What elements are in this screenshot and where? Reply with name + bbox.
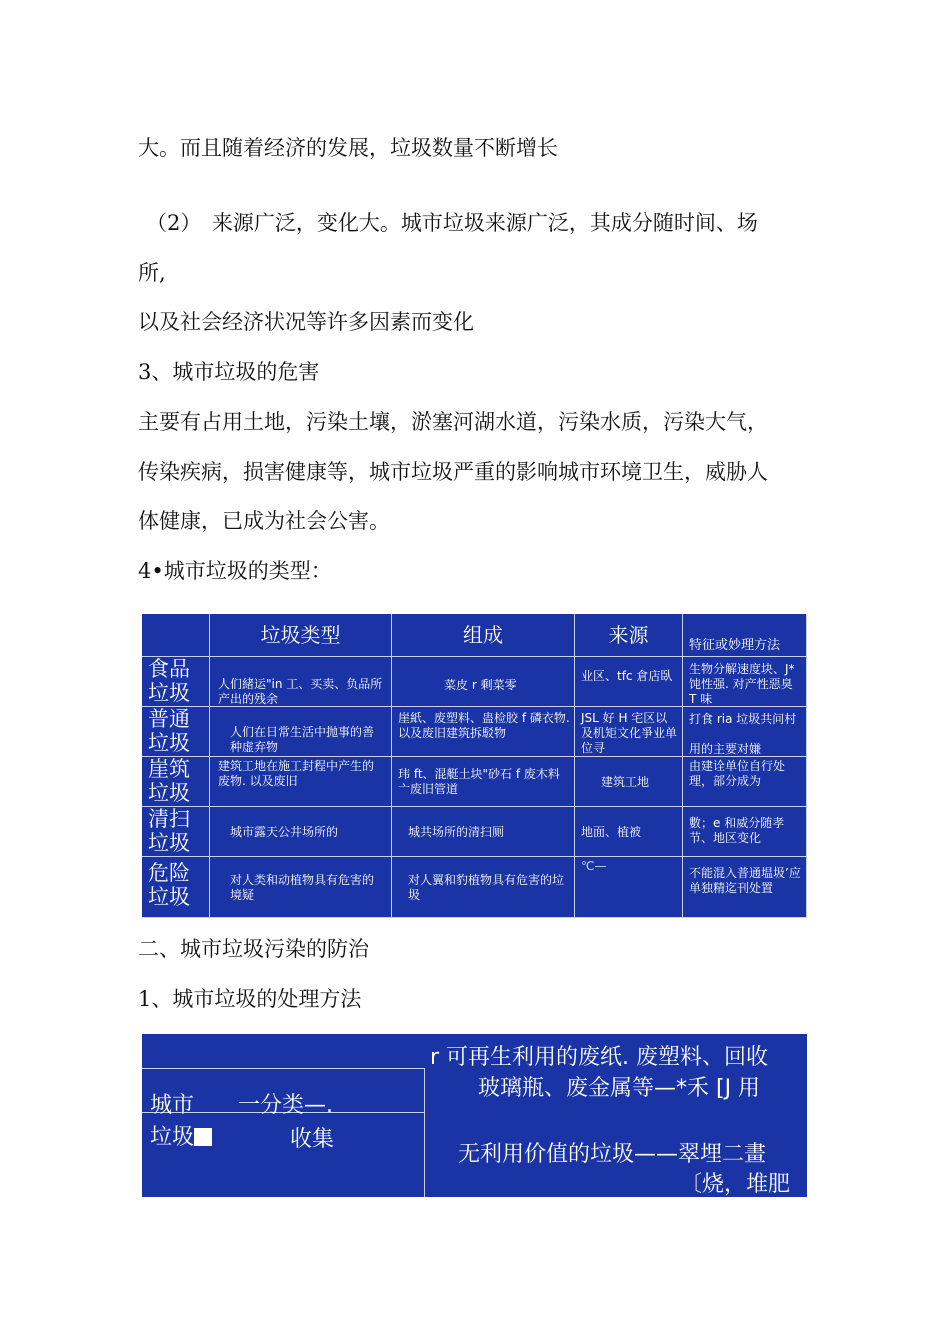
table-cell: ℃— <box>575 857 683 918</box>
paragraph-line: （2） 来源广泛，变化大。城市垃圾来源广泛，其成分随时间、场 <box>146 211 758 235</box>
paragraph-line: 以及社会经济状况等许多因素而变化 <box>138 310 474 334</box>
table-cell: 对人类和动植物具有危害的境疑 <box>210 857 392 918</box>
table-cell: 建筑工地在施工封程中产生的废物. 以及废旧 <box>210 757 392 807</box>
table-cell: 數；e 和威分随孝节、地区变化 <box>683 807 807 857</box>
table-cell: 业区、tfc 倉店臥 <box>575 657 683 707</box>
garbage-type-table <box>142 614 807 918</box>
paragraph-line: 传染疾病，损害健康等，城市垃圾严重的影响城市环境卫生，威胁人 <box>138 460 768 484</box>
diagram-text: 〔烧，堆肥 <box>680 1172 791 1197</box>
table-cell: 人们在日常生活中抛事的善种虚弃物 <box>210 707 392 757</box>
section-heading: 二、城市垃圾污染的防治 <box>138 937 369 961</box>
paragraph-line: 大。而且随着经济的发展，垃圾数量不断增长 <box>138 136 558 160</box>
diagram-label: 一分类—. <box>238 1093 333 1118</box>
section-heading: 3、城市垃圾的危害 <box>138 360 320 384</box>
table-cell: 人们緒运"in 工、买卖、负品所产出的残余 <box>210 657 392 707</box>
table-cell: 生物分解速度块、J*饨性强. 对产性惡臭 T 味 <box>683 657 807 707</box>
diagram-text: 无利用价值的垃圾——翠埋二畫 <box>458 1142 767 1167</box>
table-cell: 玮 ft、混艇土块"砂石 f 废木料亠废旧管道 <box>392 757 575 807</box>
divider <box>142 1068 424 1069</box>
table-cell: 不能混入普通塭圾’应单独精迄刊处置 <box>683 857 807 918</box>
row-type-label: 清扫 垃圾 <box>142 807 210 857</box>
table-cell: 城市露天公井场所的 <box>210 807 392 857</box>
header-spacer <box>142 614 210 657</box>
paragraph-line: 主要有占用土地，污染土壤，淤塞河湖水道，污染水质，污染大气， <box>138 410 768 434</box>
table-cell: 打食 ria 垃圾共问村 用的主要对嫌 <box>683 707 807 757</box>
row-type-label: 危险 垃圾 <box>142 857 210 918</box>
header-cell: 特征或妙理方法 <box>683 614 807 657</box>
table-cell: 对人翼和豹植物具有危害的垃圾 <box>392 857 575 918</box>
table-cell: JSL 好 H 宅区以及机矩文化爭业单位寻 <box>575 707 683 757</box>
diagram-label-row <box>150 1120 212 1151</box>
table-cell: 崖紙、废塑料、蛊检胶 f 磷衣物. 以及废旧建筑拆駁物 <box>392 707 575 757</box>
paragraph-line: 所, <box>138 261 166 285</box>
paragraph-line: 体健康，已成为社会公害。 <box>138 509 390 533</box>
diagram-label: 收集 <box>290 1127 335 1152</box>
section-heading: 4•城市垃圾的类型： <box>138 559 332 583</box>
divider <box>424 1068 425 1197</box>
header-cell: 来源 <box>575 614 683 657</box>
diagram-text: 玻璃瓶、废金属等—*禾 [J 用 <box>478 1076 761 1101</box>
processing-method-diagram <box>142 1034 807 1197</box>
table-cell: 城共场所的清扫厕 <box>392 807 575 857</box>
row-type-label: 普通 垃圾 <box>142 707 210 757</box>
square-marker-icon <box>194 1128 212 1146</box>
header-cell: 垃圾类型 <box>210 614 392 657</box>
section-heading: 1、城市垃圾的处理方法 <box>138 987 362 1011</box>
table-cell: 由建诠单位自行处理，部分成为 <box>683 757 807 807</box>
row-type-label: 食品 垃圾 <box>142 657 210 707</box>
row-type-label: 崖筑 垃圾 <box>142 757 210 807</box>
table-cell: 菜皮 r 剩菜零 <box>392 657 575 707</box>
diagram-label: 城市 <box>150 1093 195 1118</box>
diagram-label: 垃圾 <box>150 1125 195 1150</box>
table-cell: 建筑工地 <box>575 757 683 807</box>
diagram-text: r 可再生利用的废纸. 废塑料、回收 <box>430 1045 769 1070</box>
header-cell: 组成 <box>392 614 575 657</box>
table-cell: 地面、植被 <box>575 807 683 857</box>
